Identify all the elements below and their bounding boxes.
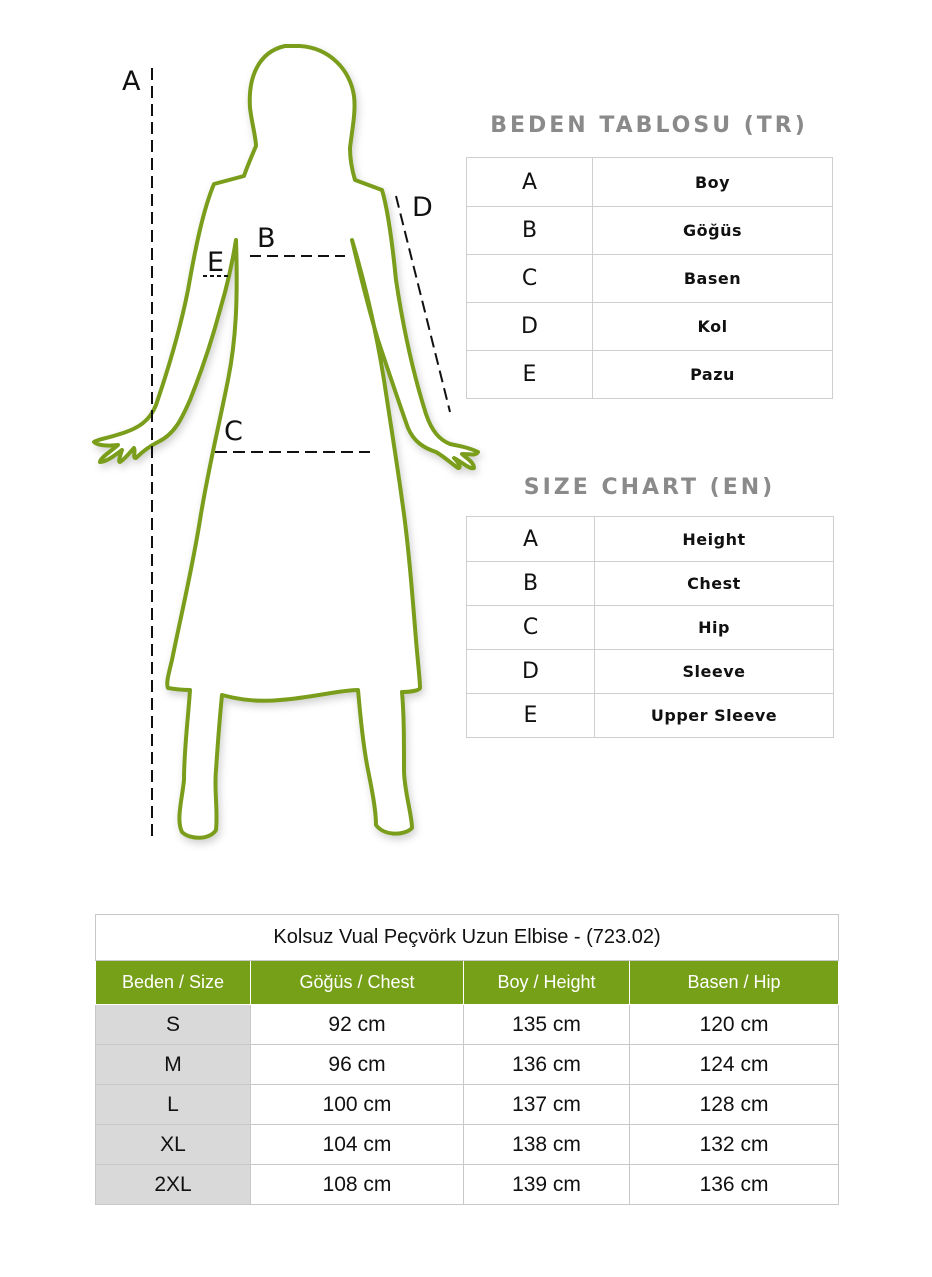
chest-cell: 92 cm bbox=[251, 1005, 464, 1045]
size-table-caption-row bbox=[96, 915, 839, 961]
label-d: D bbox=[412, 192, 433, 223]
height-cell: 137 cm bbox=[464, 1085, 630, 1125]
chest-cell: 96 cm bbox=[251, 1045, 464, 1085]
column-header-chest: Göğüs / Chest bbox=[251, 961, 464, 1005]
legend-meaning: Göğüs bbox=[593, 207, 833, 255]
chest-cell: 108 cm bbox=[251, 1165, 464, 1205]
legend-en-title: SIZE CHART (EN) bbox=[523, 475, 776, 500]
table-row bbox=[96, 1165, 839, 1205]
legend-tr-row bbox=[467, 207, 833, 255]
chest-cell: 104 cm bbox=[251, 1125, 464, 1165]
height-cell: 138 cm bbox=[464, 1125, 630, 1165]
legend-tr-row bbox=[467, 255, 833, 303]
legend-code: C bbox=[467, 255, 593, 303]
legend-meaning: Height bbox=[595, 517, 834, 562]
chest-cell: 100 cm bbox=[251, 1085, 464, 1125]
legend-code: C bbox=[467, 606, 595, 650]
legend-meaning: Basen bbox=[593, 255, 833, 303]
label-c: C bbox=[224, 416, 243, 447]
legend-meaning: Kol bbox=[593, 303, 833, 351]
legend-code: D bbox=[467, 303, 593, 351]
size-cell: L bbox=[96, 1085, 251, 1125]
legend-en-row bbox=[467, 694, 834, 738]
size-cell: M bbox=[96, 1045, 251, 1085]
legend-code: D bbox=[467, 650, 595, 694]
size-table-title: Kolsuz Vual Peçvörk Uzun Elbise - (723.02) bbox=[96, 915, 839, 961]
legend-en-row bbox=[467, 606, 834, 650]
size-cell: XL bbox=[96, 1125, 251, 1165]
legend-tr-table bbox=[466, 157, 833, 399]
hip-cell: 124 cm bbox=[630, 1045, 839, 1085]
label-b: B bbox=[257, 223, 276, 254]
legend-meaning: Boy bbox=[593, 158, 833, 207]
height-cell: 135 cm bbox=[464, 1005, 630, 1045]
legend-meaning: Hip bbox=[595, 606, 834, 650]
legend-meaning: Upper Sleeve bbox=[595, 694, 834, 738]
legend-en-row bbox=[467, 562, 834, 606]
legend-code: E bbox=[467, 351, 593, 399]
column-header-size: Beden / Size bbox=[96, 961, 251, 1005]
hip-cell: 120 cm bbox=[630, 1005, 839, 1045]
table-row bbox=[96, 1085, 839, 1125]
label-e: E bbox=[207, 247, 225, 278]
legend-tr-row bbox=[467, 351, 833, 399]
table-row bbox=[96, 1045, 839, 1085]
table-row bbox=[96, 1005, 839, 1045]
legend-code: A bbox=[467, 158, 593, 207]
height-cell: 136 cm bbox=[464, 1045, 630, 1085]
legend-en-row bbox=[467, 517, 834, 562]
legend-tr-row bbox=[467, 158, 833, 207]
table-row bbox=[96, 1125, 839, 1165]
legend-tr-title: BEDEN TABLOSU (TR) bbox=[490, 113, 808, 138]
legend-code: B bbox=[467, 207, 593, 255]
legend-code: B bbox=[467, 562, 595, 606]
legend-meaning: Pazu bbox=[593, 351, 833, 399]
height-cell: 139 cm bbox=[464, 1165, 630, 1205]
column-header-hip: Basen / Hip bbox=[630, 961, 839, 1005]
hip-cell: 128 cm bbox=[630, 1085, 839, 1125]
legend-meaning: Chest bbox=[595, 562, 834, 606]
legend-code: A bbox=[467, 517, 595, 562]
label-a: A bbox=[122, 66, 141, 97]
hip-cell: 132 cm bbox=[630, 1125, 839, 1165]
size-table bbox=[95, 914, 839, 1205]
legend-tr-row bbox=[467, 303, 833, 351]
size-cell: S bbox=[96, 1005, 251, 1045]
size-table-header-row bbox=[96, 961, 839, 1005]
legend-en-row bbox=[467, 650, 834, 694]
legend-meaning: Sleeve bbox=[595, 650, 834, 694]
size-cell: 2XL bbox=[96, 1165, 251, 1205]
column-header-height: Boy / Height bbox=[464, 961, 630, 1005]
hip-cell: 136 cm bbox=[630, 1165, 839, 1205]
legend-code: E bbox=[467, 694, 595, 738]
legend-en-table bbox=[466, 516, 834, 738]
